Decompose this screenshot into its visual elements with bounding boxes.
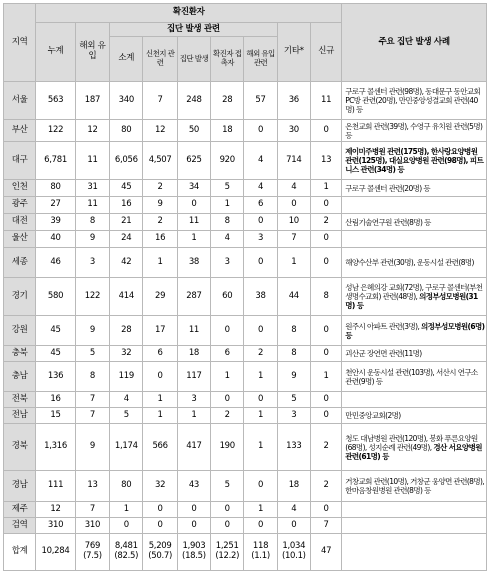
subtotal-cell: 0 (110, 518, 143, 534)
major-cases-cell (342, 471, 487, 502)
major-cases-cell (342, 316, 487, 346)
case-text: 온천교회 관련(39명), 수영구 유치원 관련(5명) 등 (345, 121, 483, 140)
shincheonji-cell: 7 (143, 82, 177, 120)
subtotal-cell: 5 (110, 408, 143, 424)
overseas-linked-cell: 4 (244, 142, 277, 180)
other-cell: 8 (277, 346, 310, 362)
new-cell: 0 (310, 346, 341, 362)
subtotal-cell: 24 (110, 231, 143, 248)
contact-cell: 18 (211, 120, 244, 142)
group-cell: 1 (177, 231, 210, 248)
new-cell: 7 (310, 518, 341, 534)
table-row (4, 471, 487, 502)
subtotal-cell: 80 (110, 120, 143, 142)
total-cell: 16 (36, 392, 76, 408)
contact-cell: 0 (211, 316, 244, 346)
shincheonji-cell: 32 (143, 471, 177, 502)
other-cell: 44 (277, 278, 310, 316)
header-overseas-linked: 해외 유입 관련 (244, 37, 277, 82)
contact-cell: 3 (211, 248, 244, 278)
other-cell: 0 (277, 197, 310, 214)
region-cell: 강원 (4, 316, 36, 346)
group-cell: 625 (177, 142, 210, 180)
header-cluster: 집단 발생 관련 (110, 23, 278, 37)
totals-label: 합계 (4, 534, 36, 571)
header-shincheonji: 신천지 관련 (143, 37, 177, 82)
shincheonji-cell: 1 (143, 392, 177, 408)
shincheonji-cell: 0 (143, 502, 177, 518)
major-cases-cell (342, 424, 487, 471)
total-cell: 39 (36, 214, 76, 231)
case-text: 구로구 콜센터 관련(20명) 등 (345, 183, 431, 193)
other-cell: 3 (277, 408, 310, 424)
shincheonji-cell: 4,507 (143, 142, 177, 180)
overseas-linked-cell: 0 (244, 518, 277, 534)
region-cell: 제주 (4, 502, 36, 518)
covid-cases-table (3, 3, 487, 571)
contact-cell: 28 (211, 82, 244, 120)
case-text: 만민중앙교회(2명) (345, 411, 401, 420)
group-cell: 1 (177, 408, 210, 424)
header-new: 신규 (310, 23, 341, 82)
shincheonji-cell: 0 (143, 362, 177, 392)
overseas-cell: 3 (75, 248, 109, 278)
other-cell: 18 (277, 471, 310, 502)
shincheonji-cell: 12 (143, 120, 177, 142)
overseas-cell: 122 (75, 278, 109, 316)
group-cell: 417 (177, 424, 210, 471)
region-cell: 전북 (4, 392, 36, 408)
subtotal-cell: 42 (110, 248, 143, 278)
major-cases-cell (342, 278, 487, 316)
totals-other: 1,034 (10.1) (277, 534, 310, 571)
group-cell: 11 (177, 214, 210, 231)
new-cell: 0 (310, 316, 341, 346)
overseas-linked-cell: 0 (244, 316, 277, 346)
overseas-cell: 9 (75, 424, 109, 471)
header-group-outbreak: 집단 발생 (177, 37, 210, 82)
contact-cell: 0 (211, 518, 244, 534)
region-cell: 광주 (4, 197, 36, 214)
case-text: 성남 은혜의강 교회(72명), 구로구 콜센터(부천 생명수교회) 관련(48명), (345, 283, 483, 301)
total-cell: 27 (36, 197, 76, 214)
overseas-cell: 8 (75, 362, 109, 392)
contact-cell: 4 (211, 231, 244, 248)
major-cases-cell (342, 231, 487, 248)
total-cell: 310 (36, 518, 76, 534)
total-cell: 46 (36, 248, 76, 278)
overseas-linked-cell: 38 (244, 278, 277, 316)
new-cell: 0 (310, 120, 341, 142)
new-cell: 1 (310, 180, 341, 197)
region-cell: 충북 (4, 346, 36, 362)
group-cell: 38 (177, 248, 210, 278)
case-text: 원주시 아파트 관련(3명), (345, 321, 422, 331)
other-cell: 133 (277, 424, 310, 471)
table-row (4, 392, 487, 408)
overseas-cell: 9 (75, 231, 109, 248)
case-text: 경산 서요양병원 관련(61명) 등 (345, 442, 482, 461)
other-cell: 0 (277, 518, 310, 534)
case-text: 구로구 콜센터 관련(98명), 동대문구 동안교회PC방 관련(20명), 만민중앙성결교회 관련(40명) 등 (345, 87, 481, 114)
new-cell: 0 (310, 392, 341, 408)
major-cases-cell (342, 502, 487, 518)
subtotal-cell: 21 (110, 214, 143, 231)
overseas-linked-cell: 0 (244, 120, 277, 142)
case-text: 제이미주병원 관련(175명), 한사랑요양병원 관련(125명), 대실요양병원 관련(98명), 피트니스 관련(34명) 등 (345, 147, 484, 174)
major-cases-cell (342, 346, 487, 362)
contact-cell: 920 (211, 142, 244, 180)
total-cell: 45 (36, 316, 76, 346)
other-cell: 10 (277, 214, 310, 231)
other-cell: 1 (277, 248, 310, 278)
case-text: 청도 대남병원 관련(120명), 봉화 푸른요양원(68명), 성지순례 관련(49명), (345, 433, 478, 452)
case-text: 의정부성모병원(31명) 등 (345, 292, 478, 310)
total-cell: 6,781 (36, 142, 76, 180)
subtotal-cell: 340 (110, 82, 143, 120)
new-cell: 0 (310, 408, 341, 424)
other-cell: 7 (277, 231, 310, 248)
other-cell: 4 (277, 502, 310, 518)
group-cell: 287 (177, 278, 210, 316)
other-cell: 30 (277, 120, 310, 142)
other-cell: 36 (277, 82, 310, 120)
region-cell: 전남 (4, 408, 36, 424)
table-row (4, 82, 487, 120)
overseas-cell: 9 (75, 316, 109, 346)
other-cell: 4 (277, 180, 310, 197)
case-text: 산림기술연구원 관련(8명) 등 (345, 217, 431, 227)
overseas-cell: 12 (75, 120, 109, 142)
overseas-linked-cell: 4 (244, 180, 277, 197)
header-major-cases: 주요 집단 발생 사례 (342, 4, 487, 82)
total-cell: 122 (36, 120, 76, 142)
case-text: 괴산군 장연면 관련(11명) (345, 349, 422, 358)
contact-cell: 6 (211, 346, 244, 362)
region-cell: 세종 (4, 248, 36, 278)
totals-shincheonji: 5,209 (50.7) (143, 534, 177, 571)
region-cell: 경북 (4, 424, 36, 471)
major-cases-cell (342, 120, 487, 142)
new-cell: 0 (310, 248, 341, 278)
subtotal-cell: 1 (110, 502, 143, 518)
table-row (4, 316, 487, 346)
contact-cell: 2 (211, 408, 244, 424)
shincheonji-cell: 566 (143, 424, 177, 471)
shincheonji-cell: 0 (143, 518, 177, 534)
region-cell: 울산 (4, 231, 36, 248)
overseas-cell: 310 (75, 518, 109, 534)
new-cell: 2 (310, 471, 341, 502)
subtotal-cell: 119 (110, 362, 143, 392)
subtotal-cell: 45 (110, 180, 143, 197)
contact-cell: 0 (211, 502, 244, 518)
group-cell: 0 (177, 197, 210, 214)
case-text: 천안시 운동시설 관련(103명), 서산시 연구소 관련(9명) 등 (345, 367, 478, 386)
totals-subtotal: 8,481 (82.5) (110, 534, 143, 571)
totals-contact: 1,251 (12.2) (211, 534, 244, 571)
other-cell: 714 (277, 142, 310, 180)
totals-total: 10,284 (36, 534, 76, 571)
table-row (4, 231, 487, 248)
contact-cell: 8 (211, 214, 244, 231)
header-contact: 확진자 접촉자 (211, 37, 244, 82)
group-cell: 0 (177, 518, 210, 534)
overseas-cell: 11 (75, 142, 109, 180)
overseas-cell: 7 (75, 392, 109, 408)
subtotal-cell: 32 (110, 346, 143, 362)
other-cell: 9 (277, 362, 310, 392)
contact-cell: 190 (211, 424, 244, 471)
new-cell: 0 (310, 231, 341, 248)
overseas-cell: 11 (75, 197, 109, 214)
overseas-linked-cell: 1 (244, 424, 277, 471)
contact-cell: 5 (211, 180, 244, 197)
shincheonji-cell: 17 (143, 316, 177, 346)
table-row (4, 197, 487, 214)
table-row (4, 142, 487, 180)
contact-cell: 1 (211, 362, 244, 392)
major-cases-cell (342, 392, 487, 408)
shincheonji-cell: 6 (143, 346, 177, 362)
table-row (4, 362, 487, 392)
contact-cell: 0 (211, 392, 244, 408)
subtotal-cell: 28 (110, 316, 143, 346)
subtotal-cell: 6,056 (110, 142, 143, 180)
new-cell: 2 (310, 214, 341, 231)
major-cases-cell (342, 362, 487, 392)
group-cell: 248 (177, 82, 210, 120)
table-row (4, 346, 487, 362)
overseas-linked-cell: 0 (244, 248, 277, 278)
overseas-linked-cell: 2 (244, 346, 277, 362)
overseas-linked-cell: 1 (244, 502, 277, 518)
major-cases-cell (342, 408, 487, 424)
header-subtotal: 소계 (110, 37, 143, 82)
shincheonji-cell: 1 (143, 248, 177, 278)
contact-cell: 60 (211, 278, 244, 316)
region-cell: 대전 (4, 214, 36, 231)
group-cell: 117 (177, 362, 210, 392)
overseas-cell: 7 (75, 502, 109, 518)
totals-cases (342, 534, 487, 571)
case-text: 거창교회 관련(10명), 거창군 웅양면 관련(8명), 한마음창원병원 관련(8명) 등 (345, 477, 485, 495)
total-cell: 563 (36, 82, 76, 120)
table-row (4, 248, 487, 278)
group-cell: 0 (177, 502, 210, 518)
totals-group: 1,903 (18.5) (177, 534, 210, 571)
region-cell: 충남 (4, 362, 36, 392)
table-row (4, 518, 487, 534)
group-cell: 50 (177, 120, 210, 142)
table-row (4, 214, 487, 231)
group-cell: 34 (177, 180, 210, 197)
total-cell: 1,316 (36, 424, 76, 471)
region-cell: 인천 (4, 180, 36, 197)
group-cell: 43 (177, 471, 210, 502)
header-confirmed: 확진환자 (36, 4, 342, 23)
overseas-linked-cell: 0 (244, 392, 277, 408)
overseas-linked-cell: 0 (244, 214, 277, 231)
subtotal-cell: 1,174 (110, 424, 143, 471)
header-total: 누계 (36, 23, 76, 82)
overseas-cell: 7 (75, 408, 109, 424)
total-cell: 111 (36, 471, 76, 502)
totals-overseas-linked: 118 (1.1) (244, 534, 277, 571)
new-cell: 1 (310, 362, 341, 392)
subtotal-cell: 80 (110, 471, 143, 502)
region-cell: 경기 (4, 278, 36, 316)
contact-cell: 5 (211, 471, 244, 502)
overseas-linked-cell: 57 (244, 82, 277, 120)
table-row (4, 408, 487, 424)
total-cell: 45 (36, 346, 76, 362)
other-cell: 8 (277, 316, 310, 346)
new-cell: 2 (310, 424, 341, 471)
group-cell: 18 (177, 346, 210, 362)
total-cell: 12 (36, 502, 76, 518)
table-row (4, 278, 487, 316)
region-cell: 부산 (4, 120, 36, 142)
region-cell: 검역 (4, 518, 36, 534)
major-cases-cell (342, 142, 487, 180)
overseas-cell: 187 (75, 82, 109, 120)
totals-new: 47 (310, 534, 341, 571)
overseas-linked-cell: 3 (244, 231, 277, 248)
group-cell: 11 (177, 316, 210, 346)
table-row (4, 424, 487, 471)
header-other: 기타* (277, 23, 310, 82)
total-cell: 80 (36, 180, 76, 197)
subtotal-cell: 16 (110, 197, 143, 214)
major-cases-cell (342, 518, 487, 534)
total-cell: 15 (36, 408, 76, 424)
major-cases-cell (342, 248, 487, 278)
shincheonji-cell: 2 (143, 180, 177, 197)
overseas-cell: 13 (75, 471, 109, 502)
region-cell: 서울 (4, 82, 36, 120)
table-row (4, 180, 487, 197)
totals-row (4, 534, 487, 571)
group-cell: 3 (177, 392, 210, 408)
overseas-linked-cell: 0 (244, 471, 277, 502)
overseas-linked-cell: 1 (244, 408, 277, 424)
subtotal-cell: 4 (110, 392, 143, 408)
case-text: 해양수산부 관련(30명), 운동시설 관련(8명) (345, 258, 474, 267)
subtotal-cell: 414 (110, 278, 143, 316)
table-row (4, 120, 487, 142)
shincheonji-cell: 9 (143, 197, 177, 214)
region-cell: 경남 (4, 471, 36, 502)
overseas-cell: 5 (75, 346, 109, 362)
shincheonji-cell: 29 (143, 278, 177, 316)
totals-overseas: 769 (7.5) (75, 534, 109, 571)
shincheonji-cell: 1 (143, 408, 177, 424)
total-cell: 580 (36, 278, 76, 316)
contact-cell: 1 (211, 197, 244, 214)
overseas-cell: 8 (75, 214, 109, 231)
total-cell: 136 (36, 362, 76, 392)
new-cell: 0 (310, 502, 341, 518)
total-cell: 40 (36, 231, 76, 248)
overseas-cell: 31 (75, 180, 109, 197)
overseas-linked-cell: 6 (244, 197, 277, 214)
major-cases-cell (342, 197, 487, 214)
region-cell: 대구 (4, 142, 36, 180)
new-cell: 11 (310, 82, 341, 120)
header-overseas: 해외 유입 (75, 23, 109, 82)
major-cases-cell (342, 214, 487, 231)
overseas-linked-cell: 1 (244, 362, 277, 392)
other-cell: 5 (277, 392, 310, 408)
new-cell: 0 (310, 197, 341, 214)
major-cases-cell (342, 180, 487, 197)
case-text: 의정부성모병원(6명) 등 (345, 321, 485, 340)
table-row (4, 502, 487, 518)
new-cell: 8 (310, 278, 341, 316)
major-cases-cell (342, 82, 487, 120)
header-region: 지역 (4, 4, 36, 82)
shincheonji-cell: 16 (143, 231, 177, 248)
shincheonji-cell: 2 (143, 214, 177, 231)
new-cell: 13 (310, 142, 341, 180)
